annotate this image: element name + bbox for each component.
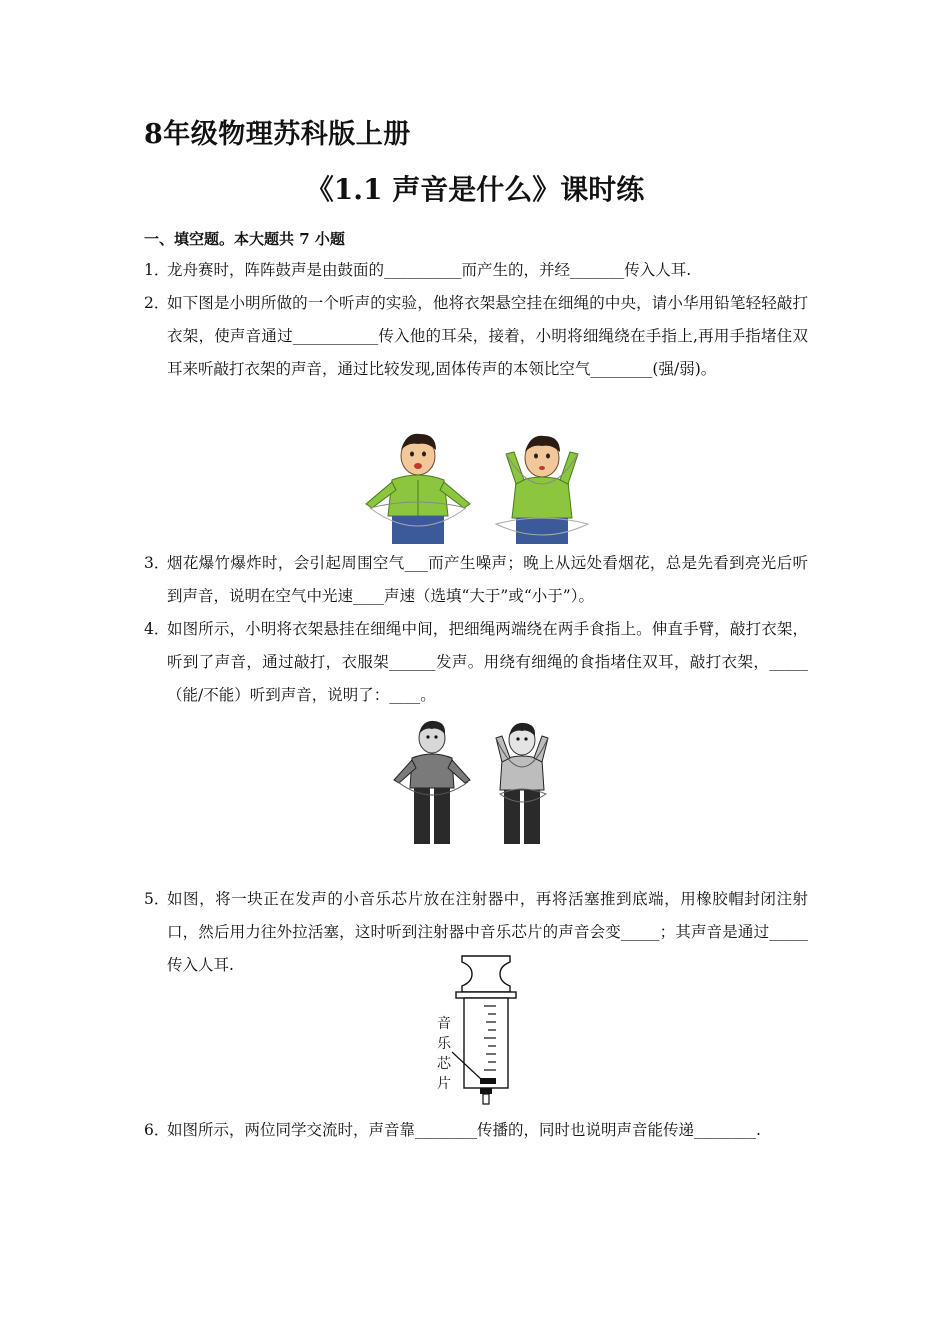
hanger-experiment-gray-figure <box>388 712 566 846</box>
hanger-experiment-color-figure <box>356 424 604 544</box>
hanger-experiment-gray-image <box>388 712 566 846</box>
question-number: 3． <box>144 554 170 572</box>
question-4 <box>144 613 808 712</box>
question-text: 如图，将一块正在发声的小音乐芯片放在注射器中，再将活塞推到底端，用橡胶帽封闭注射口，然后用力往外拉活塞，这时听到注射器中音乐芯片的声音会变_____；其声音是通过_____传入人耳. <box>167 890 808 974</box>
question-text: 如图所示，两位同学交流时，声音靠________传播的，同时也说明声音能传递________. <box>167 1121 761 1139</box>
question-text: 龙舟赛时，阵阵鼓声是由鼓面的__________而产生的，并经_______传入人耳. <box>167 261 692 279</box>
question-3 <box>144 547 808 613</box>
question-number: 6． <box>144 1121 170 1139</box>
section-title: 一、填空题。本大题共 7 小题 <box>144 230 345 248</box>
syringe-label-char-2: 乐 <box>437 1036 451 1052</box>
question-6 <box>144 1114 808 1147</box>
question-2 <box>144 287 808 386</box>
syringe-label-char-4: 片 <box>437 1076 451 1092</box>
music-chip <box>480 1078 496 1084</box>
question-text: 如图所示，小明将衣架悬挂在细绳中间，把细绳两端绕在两手食指上。伸直手臂，敲打衣架，听到了声音，通过敲打，衣服架______发声。用绕有细绳的食指堵住双耳，敲打衣架，_____（能/不能）听到声音，说明了：____。 <box>167 620 808 704</box>
syringe-figure <box>430 952 526 1110</box>
question-text: 如下图是小明所做的一个听声的实验，他将衣架悬空挂在细绳的中央，请小华用铅笔轻轻敲打衣架，使声音通过___________传入他的耳朵，接着，小明将细绳绕在手指上,再用手指堵住双耳来听敲打衣架的声音，通过比较发现,固体传声的本领比空气________(强/弱)。 <box>167 294 808 378</box>
syringe-image <box>430 952 526 1110</box>
lesson-title: 《1.1 声音是什么》课时练 <box>305 173 645 206</box>
question-number: 5． <box>144 890 170 908</box>
question-number: 1． <box>144 261 170 279</box>
hanger-experiment-color-image <box>356 424 604 544</box>
question-text: 烟花爆竹爆炸时，会引起周围空气___而产生噪声；晚上从远处看烟花，总是先看到亮光后听到声音，说明在空气中光速____声速（选填“大于”或“小于”）。 <box>167 554 808 605</box>
grade-title: 8年级物理苏科版上册 <box>144 119 411 150</box>
question-1 <box>144 254 808 287</box>
syringe-label-char-1: 音 <box>437 1016 451 1032</box>
question-number: 4． <box>144 620 170 638</box>
syringe-label-char-3: 芯 <box>437 1056 451 1072</box>
question-number: 2． <box>144 294 170 312</box>
